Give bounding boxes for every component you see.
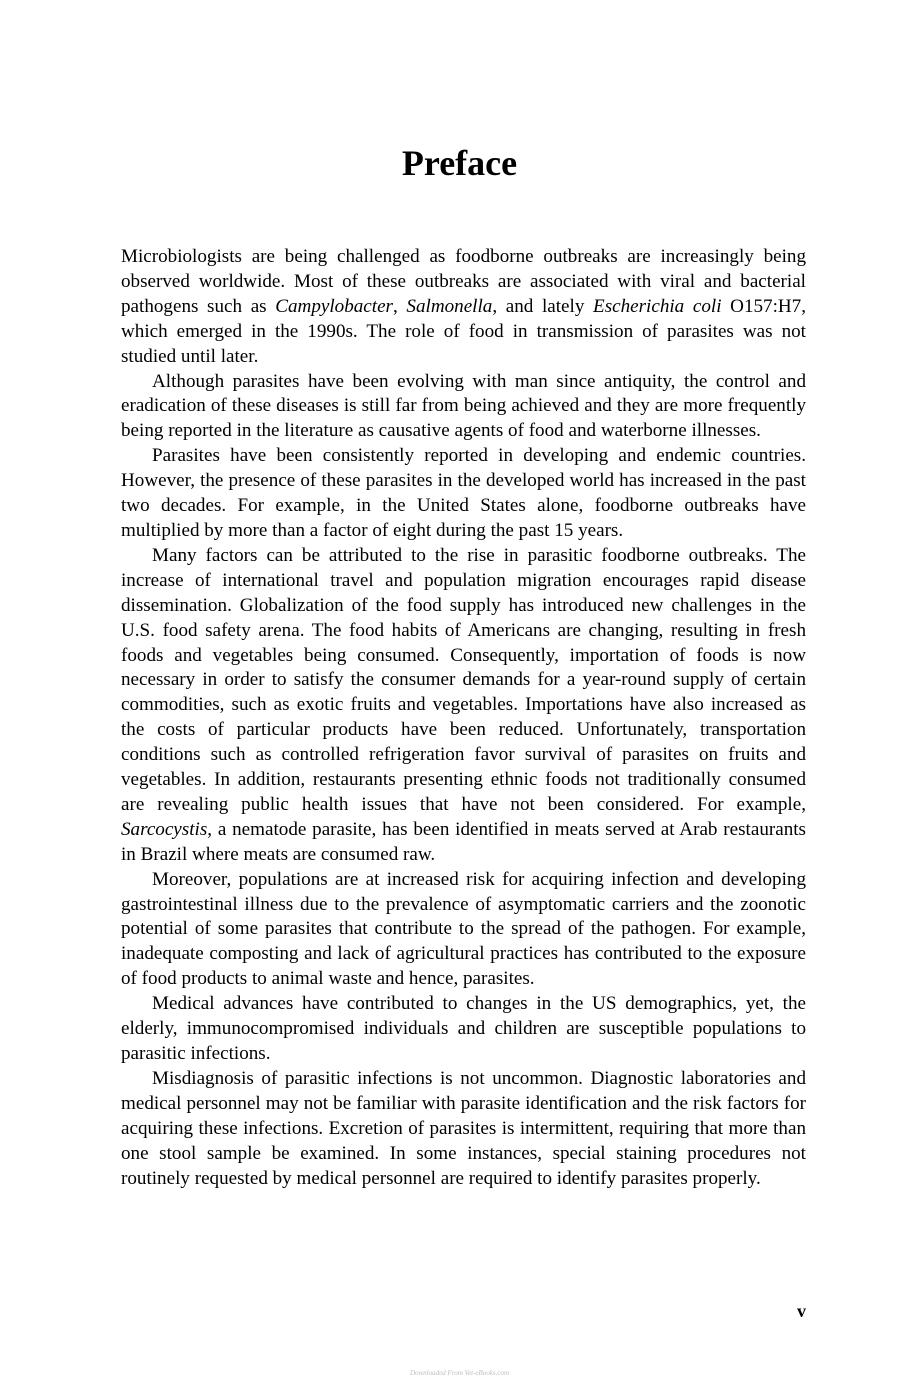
paragraph-text: O157:H7, which emerged in the 1990s. The role of food in transmission of parasites was not studied until later. [121, 295, 807, 367]
body-paragraph [121, 370, 806, 445]
paragraph-text: Microbiologists are being challenged as foodborne outbreaks are increasingly being observed worldwide. Most of these outbreaks are associated with viral and bacterial pathogens such as [121, 246, 806, 317]
download-watermark: Downloaded From Vet-eBooks.com [409, 1369, 510, 1377]
body-paragraph [121, 245, 806, 370]
page-number: v [797, 1301, 806, 1321]
body-paragraph [121, 1067, 806, 1192]
paragraph-text: , and lately [492, 295, 594, 317]
body-paragraph [121, 444, 806, 544]
paragraph-text: , a nematode parasite, has been identified in meats served at Arab restaurants in Brazil where meats are consumed raw. [121, 818, 806, 865]
paragraph-text: Moreover, populations are at increased risk for acquiring infection and developing gastrointestinal illness due to the prevalence of asymptomatic carriers and the zoonotic potential of some parasites that contribute to the spread of the pathogen. For example, inadequate composting and lack of agricultural practices has contributed to the exposure of food products to animal waste and hence, parasites. [121, 868, 806, 990]
body-paragraph [121, 992, 806, 1067]
paragraph-text: Many factors can be attributed to the rise in parasitic foodborne outbreaks. The increase of international travel and population migration encourages rapid disease dissemination. Globalization of the food supply has introduced new challenges in the U.S. food safety arena. The food habits of Americans are changing, resulting in fresh foods and vegetables being consumed. Consequently, importation of foods is now necessary in order to satisfy the consumer demands for a year-round supply of certain commodities, such as exotic fruits and vegetables. Importations have also increased as the costs of particular products have been reduced. Unfortunately, transportation conditions such as controlled refrigeration favor survival of parasites on fruits and vegetables. In addition, restaurants presenting ethnic foods not traditionally consumed are revealing public health issues that have not been considered. For example, [121, 544, 806, 815]
italic-term: Campylobacter [275, 295, 393, 317]
italic-term: Sarcocystis [121, 818, 208, 840]
paragraph-text: Although parasites have been evolving with man since antiquity, the control and eradication of these diseases is still far from being achieved and they are more frequently being reported in the literature as causative agents of food and waterborne illnesses. [121, 370, 806, 442]
body-paragraph [121, 868, 806, 993]
preface-body [121, 245, 806, 1191]
italic-term: Salmonella [406, 295, 493, 317]
page-title: Preface [401, 143, 518, 183]
paragraph-text: , [393, 295, 407, 317]
italic-term: Escherichia coli [593, 295, 722, 317]
paragraph-text: Misdiagnosis of parasitic infections is not uncommon. Diagnostic laboratories and medical personnel may not be familiar with parasite identification and the risk factors for acquiring these infections. Excretion of parasites is intermittent, requiring that more than one stool sample be examined. In some instances, special staining procedures not routinely requested by medical personnel are required to identify parasites properly. [121, 1067, 806, 1189]
paragraph-text: Parasites have been consistently reported in developing and endemic countries. However, the presence of these parasites in the developed world has increased in the past two decades. For example, in the United States alone, foodborne outbreaks have multiplied by more than a factor of eight during the past 15 years. [121, 445, 806, 541]
paragraph-text: Medical advances have contributed to changes in the US demographics, yet, the elderly, immunocompromised individuals and children are susceptible populations to parasitic infections. [121, 993, 806, 1064]
body-paragraph [121, 544, 806, 868]
